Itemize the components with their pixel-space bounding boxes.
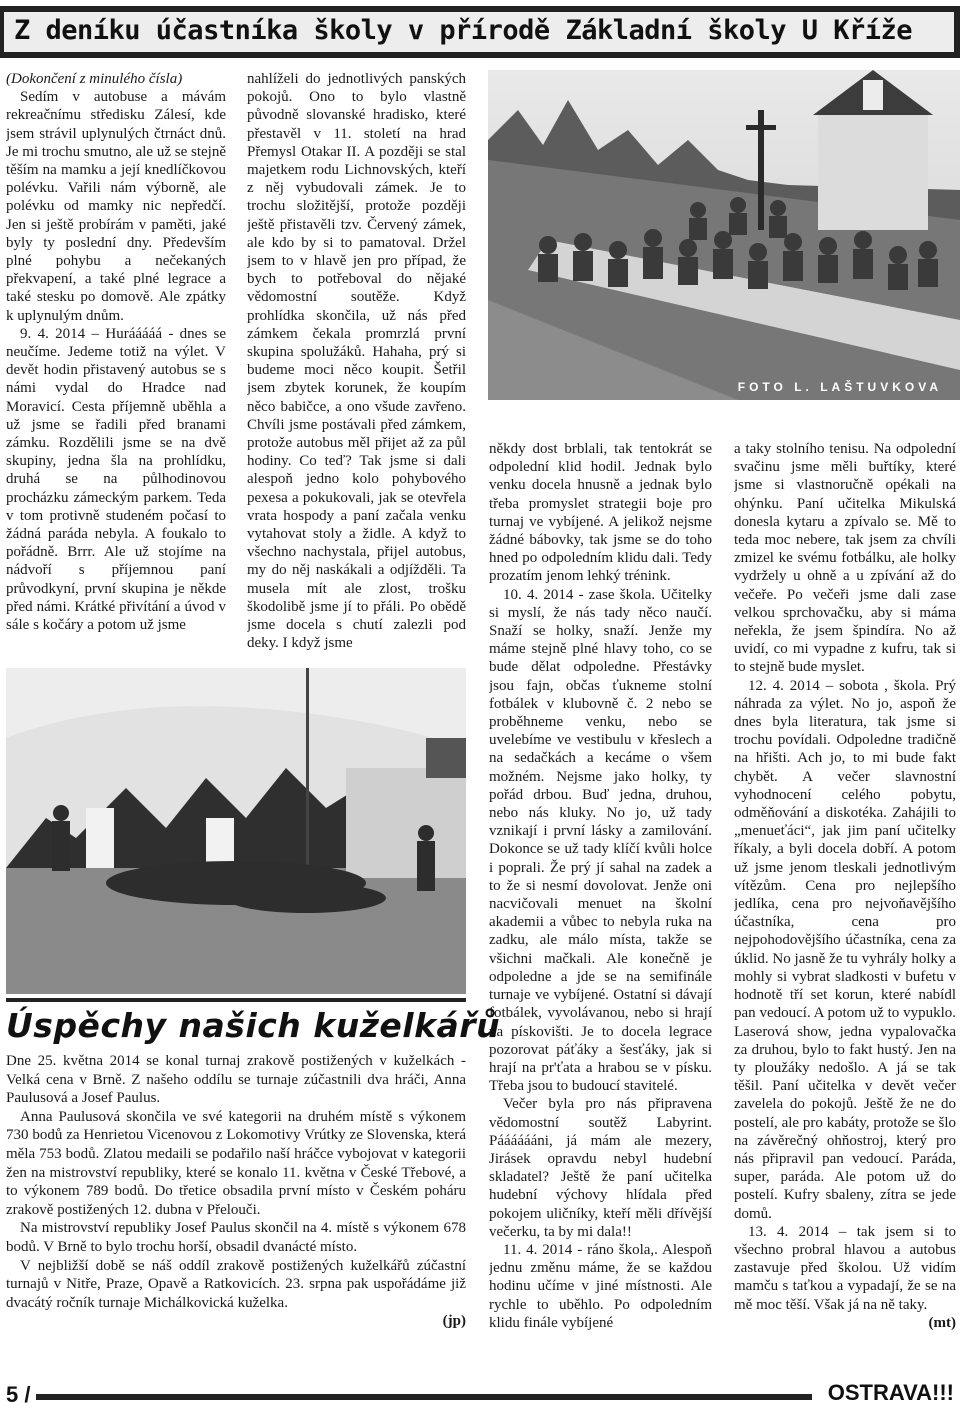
paragraph: 12. 4. 2014 – sobota , škola. Prý náhrada za výlet. No jo, aspoň že dnes byla literatura, tak jsme si trochu povídali. Odpoledne tradičně na hřišti. Ach jo, to mi bude fakt chybět. A večer slavnostní vyhodnocení celého pobytu, odměňování a diskotéka. Zahájili to „menueťáci“, jak jim paní učitelky říkaly, a byli docela dobří. A potom už jsme jenom tleskali jednotlivým vítězům. Cena pro nejlepšího jedlíka, cena pro nejvoňavějšího účastníka, cena pro nejpohodovějšího účastníka, cena za úklid. No jasně že tu vyhrály holky a mohly si vybrat sladkosti v bufetu v hodnotě tří set korun, které nabídl pan vedoucí. A potom už to vypuklo. Laserová show, jedna vypalovačka za druhou, bylo to fakt hustý. Jen na ty ploužáky nedošlo. A já se tak těšil. Paní učitelka v devět večer zavelela do pokojů. Ještě že ne do postelí, ale pro kabáty, protože se šlo na závěrečný ohňostroj, který pro nás připravil pan vedoucí. Paráda, super, paráda. Ale potom už do postelí. Kufry sbaleny, zítra se jede domů. xyxy=(734,677,956,1222)
page-title: Z deníku účastníka školy v přírodě Základní školy U Kříže xyxy=(4,12,954,52)
continuation-note: (Dokončení z minulého čísla) xyxy=(6,71,183,87)
paragraph: a taky stolního tenisu. Na odpolední svačinu jsme měli buřtíky, které jsme si vlastnoručně opékali na ohýnku. Paní učitelka Mikulská donesla kytaru a zpívalo se. Mě to teda moc nebere, tak jsem za chvíli zmizel ke svému fotbálku, ale holky vydržely u ohně a u zpívání až do večeře. Po večeři jsme dali zase velkou sprchovačku, aby si máma neřekla, že jsem špindíra. No až uvidí, co mi vypadne z kufru, tak si to stejně bude myslet. xyxy=(734,441,956,676)
paragraph: Anna Paulusová skončila ve své kategorii na druhém místě s výkonem 730 bodů za Henrietou Vicenovou z Lokomotivy Vrútky ze Slovenska, která měla 753 bodů. Zlatou medaili se podařilo naší hráčce vybojovat v kategorii žen na mistrovství republiky, které se konalo 11. května v České Třebové, a to výkonem 789 bodů. Do třetice obsadila první místo v Českém poháru zrakově postižených 12. dubna v Přelouči. xyxy=(6,1108,466,1218)
footer-rule xyxy=(36,1394,812,1400)
header-banner xyxy=(0,6,960,58)
group-photo-chapel xyxy=(488,70,960,400)
page-number: 5 / xyxy=(6,1382,31,1407)
paragraph: 10. 4. 2014 - zase škola. Učitelky si myslí, že nás tady něco naučí. Snaží se holky, snaží. Jenže my máme stejně plné hlavy toho, co se bude dělat odpoledne. Přestávky jsou fajn, občas ťukneme stolní fotbálek v klubovně č. 2 nebo se proběhneme venku, nebo se uvelebíme ve vestibulu v křeslech a na sedačkách a kecáme o všem možném. Nejsme jako holky, ty pořád drbou. Buď jedna, druhou, nebo nás kluky. No jo, už tady vznikají i první lásky a zamilování. Dokonce se už tady klíčí kvůli holce i poprali. Že prý jí sahal na zadek a to že si nesmí dovolovat. Jenže oni nacvičovali menuet na školní akademii a vůbec to nebyla ruka na zadku, ale málo místa, takže se všichni mačkali. Ale konečně je odpoledne a jde se na semifinále turnaje ve vybíjené. Ostatní si dávají fotbálek, vyvolávanou, nebo si hrají na pískovišti. Je to docela legrace pozorovat páťáky a šesťáky, jak si hrají na pr'ťata a hrabou se v písku. Třeba jsou to budoucí stavitelé. xyxy=(489,586,712,1095)
author-signature: (jp) xyxy=(442,1313,466,1330)
paragraph: 13. 4. 2014 – tak jsem si to všechno probral hlavou a autobus zastavuje před školou. Už vidím mamču s taťkou a vypadají, že se na mě moc těší. Však já na ně taky. xyxy=(734,1223,956,1313)
magazine-name: OSTRAVA!!! xyxy=(827,1380,954,1405)
schoolyard-photo-image xyxy=(6,668,466,994)
author-signature: (mt) xyxy=(928,1314,956,1331)
paragraph: 9. 4. 2014 – Hurááááá - dnes se neučíme. Jedeme totiž na výlet. V devět hodin přistavený autobus se s námi vydal do Hradce nad Moravicí. Cesta příjemně uběhla a už jsme se řadili před branami zámku. Rozdělili jsme se na dvě skupiny, jedna šla na prohlídku, druhá se na půlhodinovou procházku zámeckým parkem. Teda v tom protivně studeném počasí to žádná paráda nebyla. A foukalo to pořádně. Brrr. Ale už stojíme na nádvoří s příjemnou paní průvodkyní, první skupina je někde před námi. Krátké přivítání a úvod v sále s kočáry a potom už jsme xyxy=(6,325,226,634)
paragraph: Sedím v autobuse a mávám rekreačnímu středisku Zálesí, kde jsem strávil uplynulých čtrnáct dnů. Je mi trochu smutno, ale už se stejně těším na mamku a její knedlíčkovou polévku. Vařili nám výborně, ale polévku od mamky nic nepředčí. Jen si ještě probírám v paměti, jaké byly ty poslední dny. Především plné pohybu a nečekaných překvapení, a také plné legrace a také stesku po domově. Ale zpátky k uplynulým dnům. xyxy=(6,89,226,324)
paragraph: V nejbližší době se náš oddíl zrakově postižených kuželkářů zúčastní turnajů v Nitře, Praze, Opavě a Ratkovicích. 23. srpna pak uspořádáme již dvacátý ročník turnaje Michálkovická kuželka. xyxy=(6,1257,466,1311)
article-column-3 xyxy=(489,440,712,1360)
paragraph: Dne 25. května 2014 se konal turnaj zrakově postižených v kuželkách - Velká cena v Brně. Z našeho oddílu se turnaje zúčastnili dva hráči, Anna Paulusová a Josef Paulus. xyxy=(6,1053,466,1107)
article-title-bowling: Úspěchy našich kuželkářů xyxy=(6,1006,501,1045)
paragraph: někdy dost brblali, tak tentokrát se odpolední klid hodil. Jednak bylo venku docela hnusně a jednak bylo třeba promyslet strategii boje pro turnaj ve vybíjené. A jelikož nejsme žádné bábovky, tak jsme se do toho hned po odpoledním klidu dali. Tedy prozatím jenom lehký trénink. xyxy=(489,441,712,585)
article-column-2 xyxy=(247,70,466,660)
paragraph: Večer byla pro nás připravena vědomostní soutěž Labyrint. Pááááááni, já mám ale mezery, Jirásek opravdu nebyl hudební skladatel? Ještě že paní učitelka hudební výchovy hlídala před pokojem uličníky, kteří měli dřívější večerku, ta by mi dala!! xyxy=(489,1096,712,1240)
paragraph: nahlíželi do jednotlivých panských pokojů. Ono to bylo vlastně původně slovanské hradisko, které přestavěl v 11. století na hrad Přemysl Otakar II. A později se stal majetkem rodu Lichnovských, kteří z něj vybudovali zámek. Je to trochu složitější, protože později ještě přistavěli tzv. Červený zámek, ale kdo by si to pamatoval. Držel jsem to v hlavě jen pro případ, že bych to potřeboval do nějaké vědomostní soutěže. Když prohlídka skončila, už nás před zámkem čekala promrzlá první skupina spolužáků. Hahaha, prý si budeme moci něco koupit. Šetřil jsem zbytek korunek, že koupím něco babičce, a ono všude zavřeno. Chvíli jsme postávali před zámkem, protože autobus měl přijet až za půl hodiny. Co teď? Tak jsme si dali alespoň jedno kolo pohybového pexesa a pokukovali, jak se otevřela vrata hospody a paní začala venku vytahovat stoly a židle. A když to všechno nachystala, přijel autobus, my do něj naskákali a odjížděli. Ta musela mít ale zlost, trošku škodolibě jsme jí to přáli. Po obědě jsme docela s chutí zalezli pod deky. I když jsme xyxy=(247,71,466,652)
article-bowling-body xyxy=(6,1052,466,1357)
paragraph: 11. 4. 2014 - ráno škola,. Alespoň jednu změnu máme, že se každou hodinu učíme v jiné místnosti. Ale rychle to uběhlo. Po odpoledním klidu finále vybíjené xyxy=(489,1241,712,1331)
section-divider xyxy=(6,998,466,1002)
photo-credit: FOTO L. LAŠTUVKOVA xyxy=(737,380,942,394)
paragraph: Na mistrovství republiky Josef Paulus skončil na 4. místě s výkonem 678 bodů. V Brně to bylo trochu horší, obsadil dvanácté místo. xyxy=(6,1220,466,1255)
chapel-photo-image xyxy=(488,70,960,400)
outdoor-group-photo xyxy=(6,668,466,994)
article-column-4 xyxy=(734,440,956,1360)
article-column-1 xyxy=(6,70,226,660)
